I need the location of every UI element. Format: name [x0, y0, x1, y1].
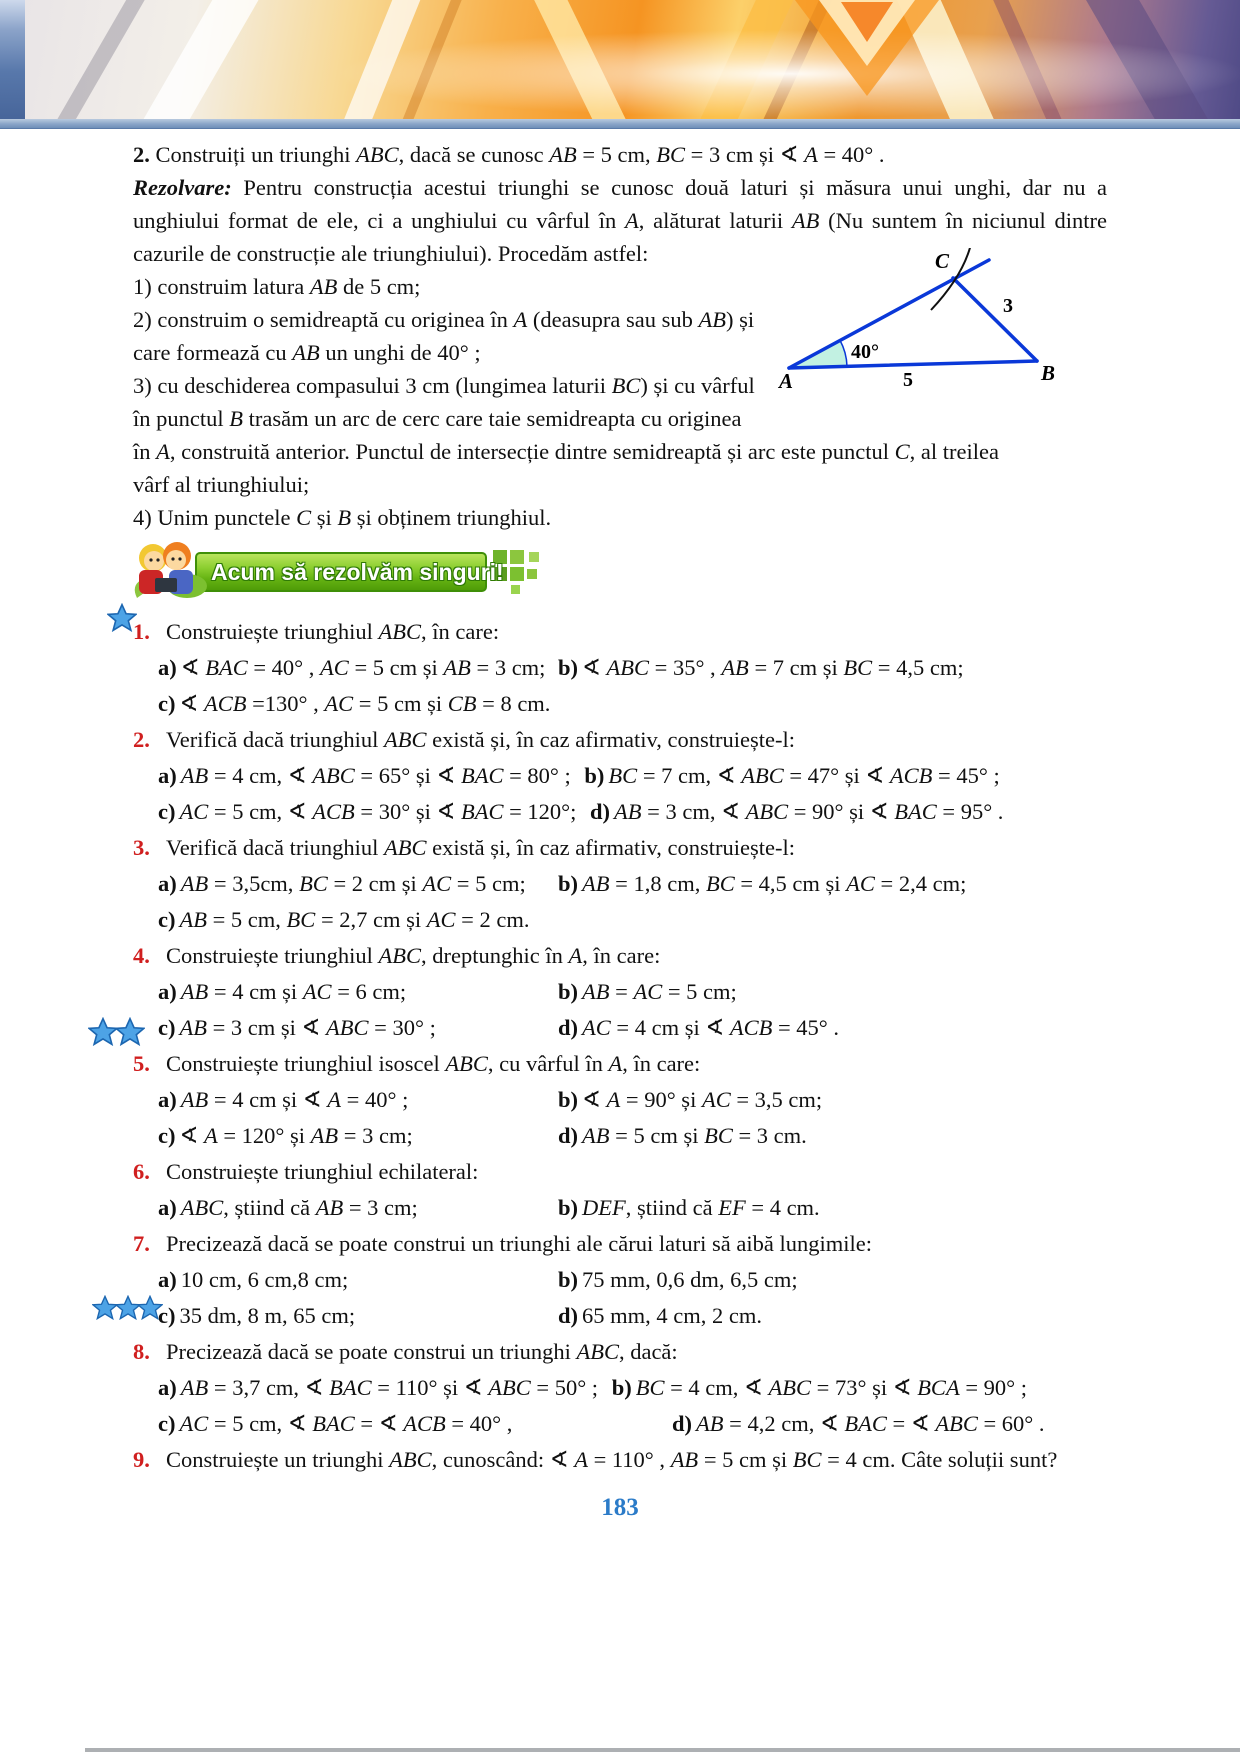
angle-value-label: 40° [851, 341, 879, 363]
exercise-intro: Precizează dacă se poate construi un triunghi ale cărui laturi să aibă lungimile: [166, 1231, 872, 1256]
exercise-row: a) AB = 4 cm și AC = 6 cm; b) AB = AC = 5 cm; [158, 979, 737, 1004]
star-icon [107, 603, 137, 632]
exercise-row: a) AB = 3,7 cm, ∢ BAC = 110° și ∢ ABC = 50° ; b) BC = 4 cm, ∢ ABC = 73° și ∢ BCA = 90° ; [158, 1375, 1028, 1400]
exercise-5 [133, 1046, 1107, 1154]
page-bottom-edge [85, 1748, 1240, 1752]
star-icon [88, 1017, 118, 1046]
side-bc [953, 278, 1037, 361]
exercise-9 [133, 1442, 1107, 1478]
star-icon [115, 1017, 145, 1046]
difficulty-stars [107, 598, 137, 634]
exercise-number: 9. [133, 1447, 150, 1472]
header-artwork [0, 0, 1240, 128]
example-number: 2. [133, 142, 150, 167]
exercise-number: 2. [133, 727, 150, 752]
exercise-number: 4. [133, 943, 150, 968]
difficulty-stars [92, 1288, 163, 1324]
exercise-row: c) 35 dm, 8 m, 65 cm; d) 65 mm, 4 cm, 2 cm. [158, 1298, 1107, 1334]
page-content [0, 138, 1240, 1522]
exercise-row: c) ∢ ACB =130° , AC = 5 cm și CB = 8 cm. [158, 691, 551, 716]
exercise-row: c) AC = 5 cm, ∢ BAC = ∢ ACB = 40° , d) AB = 4,2 cm, ∢ BAC = ∢ ABC = 60° . [158, 1411, 1045, 1436]
exercise-row: c) ∢ A = 120° și AB = 3 cm; d) AB = 5 cm și BC = 3 cm. [158, 1123, 807, 1148]
exercise-number: 8. [133, 1339, 150, 1364]
exercise-number: 6. [133, 1159, 150, 1184]
exercise-intro: Precizează dacă se poate construi un triunghi ABC, dacă: [166, 1339, 678, 1364]
solution-step: în A, construită anterior. Punctul de intersecție dintre semidreaptă și arc este punctul C, al treilea [133, 439, 999, 464]
solution-label: Rezolvare: [133, 175, 232, 200]
solution-text: Pentru construcția acestui triunghi se cunosc două laturi și măsura unui unghi, dar nu a unghiului format de ele, ci a unghiului cu vârful în A, alăturat laturii AB (Nu suntem în niciunul dintre cazurile de construcție ale triunghiului). Procedăm astfel: [133, 175, 1108, 266]
solution-step: 1) construim latura AB de 5 cm; [133, 274, 421, 299]
exercise-2 [133, 722, 1107, 830]
header-divider-bar [0, 119, 1240, 129]
vertex-b-label: B [1041, 361, 1056, 385]
banner-title: Acum să rezolvăm singuri! [211, 558, 504, 585]
left-blue-strip [0, 0, 25, 119]
header-photo [25, 0, 1240, 119]
exercise-intro: Construiește triunghiul echilateral: [166, 1159, 479, 1184]
solved-example [133, 138, 1107, 534]
exercise-number: 3. [133, 835, 150, 860]
side-bc-length: 3 [1003, 295, 1013, 317]
exercise-number: 7. [133, 1231, 150, 1256]
exercise-row: c) AB = 3 cm și ∢ ABC = 30° ; d) AC = 4 cm și ∢ ACB = 45° . [158, 1010, 1107, 1046]
solution-step: 2) construim o semidreaptă cu originea în A (deasupra sau sub AB) și [133, 307, 755, 332]
exercise-row: c) AB = 5 cm, BC = 2,7 cm și AC = 2 cm. [158, 907, 530, 932]
triangle-diagram-svg [775, 248, 1075, 398]
ray-ac [789, 260, 989, 368]
exercise-8 [133, 1334, 1107, 1442]
triangle-diagram [775, 248, 1075, 398]
exercise-row: c) AC = 5 cm, ∢ ACB = 30° și ∢ BAC = 120°; d) AB = 3 cm, ∢ ABC = 90° și ∢ BAC = 95° . [158, 799, 1004, 824]
exercise-number: 1. [133, 619, 150, 644]
exercise-intro: Construiește triunghiul isoscel ABC, cu vârful în A, în care: [166, 1051, 701, 1076]
exercise-intro: Construiește triunghiul ABC, dreptunghic în A, în care: [166, 943, 661, 968]
exercise-7 [133, 1226, 1107, 1334]
vertex-c-label: C [935, 249, 950, 273]
example-statement [133, 138, 1107, 171]
solution-step: 3) cu deschiderea compasului 3 cm (lungimea laturii BC) și cu vârful [133, 373, 755, 398]
exercise-number: 5. [133, 1051, 150, 1076]
exercise-row: a) 10 cm, 6 cm,8 cm; b) 75 mm, 0,6 dm, 6,5 cm; [158, 1267, 798, 1292]
vertex-a-label: A [779, 369, 794, 393]
exercise-row: a) AB = 4 cm și ∢ A = 40° ; b) ∢ A = 90° și AC = 3,5 cm; [158, 1087, 823, 1112]
example-statement-text: Construiți un triunghi ABC, dacă se cunosc AB = 5 cm, BC = 3 cm și ∢ A = 40° . [155, 142, 885, 167]
children-illustration [129, 538, 209, 606]
banner [133, 546, 1107, 612]
exercise-row: a) AB = 4 cm, ∢ ABC = 65° și ∢ BAC = 80° ; b) BC = 7 cm, ∢ ABC = 47° și ∢ ACB = 45° ; [158, 763, 1000, 788]
difficulty-stars [88, 1012, 145, 1048]
star-icon [137, 1295, 163, 1320]
solution-step: vârf al triunghiului; [133, 472, 310, 497]
exercise-row: a) ∢ BAC = 40° , AC = 5 cm și AB = 3 cm; b) ∢ ABC = 35° , AB = 7 cm și BC = 4,5 cm; [158, 655, 964, 680]
exercise-3 [133, 830, 1107, 938]
exercise-row: a) ABC, știind că AB = 3 cm; b) DEF, știind că EF = 4 cm. [158, 1195, 820, 1220]
exercise-row: a) AB = 3,5cm, BC = 2 cm și AC = 5 cm; b) AB = 1,8 cm, BC = 4,5 cm și AC = 2,4 cm; [158, 871, 967, 896]
exercise-intro: Verifică dacă triunghiul ABC există și, în caz afirmativ, construiește-l: [166, 727, 795, 752]
exercise-list [133, 614, 1107, 1478]
exercise-intro: Construiește un triunghi ABC, cunoscând: ∢ A = 110° , AB = 5 cm și BC = 4 cm. Câte soluții sunt? [166, 1447, 1058, 1472]
exercise-1 [133, 614, 1107, 722]
solution-step: în punctul B trasăm un arc de cerc care taie semidreapta cu originea [133, 406, 742, 431]
exercise-4 [133, 938, 1107, 1046]
solution-step: 4) Unim punctele C și B și obținem triunghiul. [133, 505, 552, 530]
page-number: 183 [601, 1494, 639, 1521]
exercise-6 [133, 1154, 1107, 1226]
exercise-intro: Construiește triunghiul ABC, în care: [166, 619, 500, 644]
side-ab-length: 5 [903, 369, 913, 391]
solution-step: care formează cu AB un unghi de 40° ; [133, 340, 481, 365]
banner-bar [195, 552, 504, 592]
exercise-intro: Verifică dacă triunghiul ABC există și, în caz afirmativ, construiește-l: [166, 835, 795, 860]
